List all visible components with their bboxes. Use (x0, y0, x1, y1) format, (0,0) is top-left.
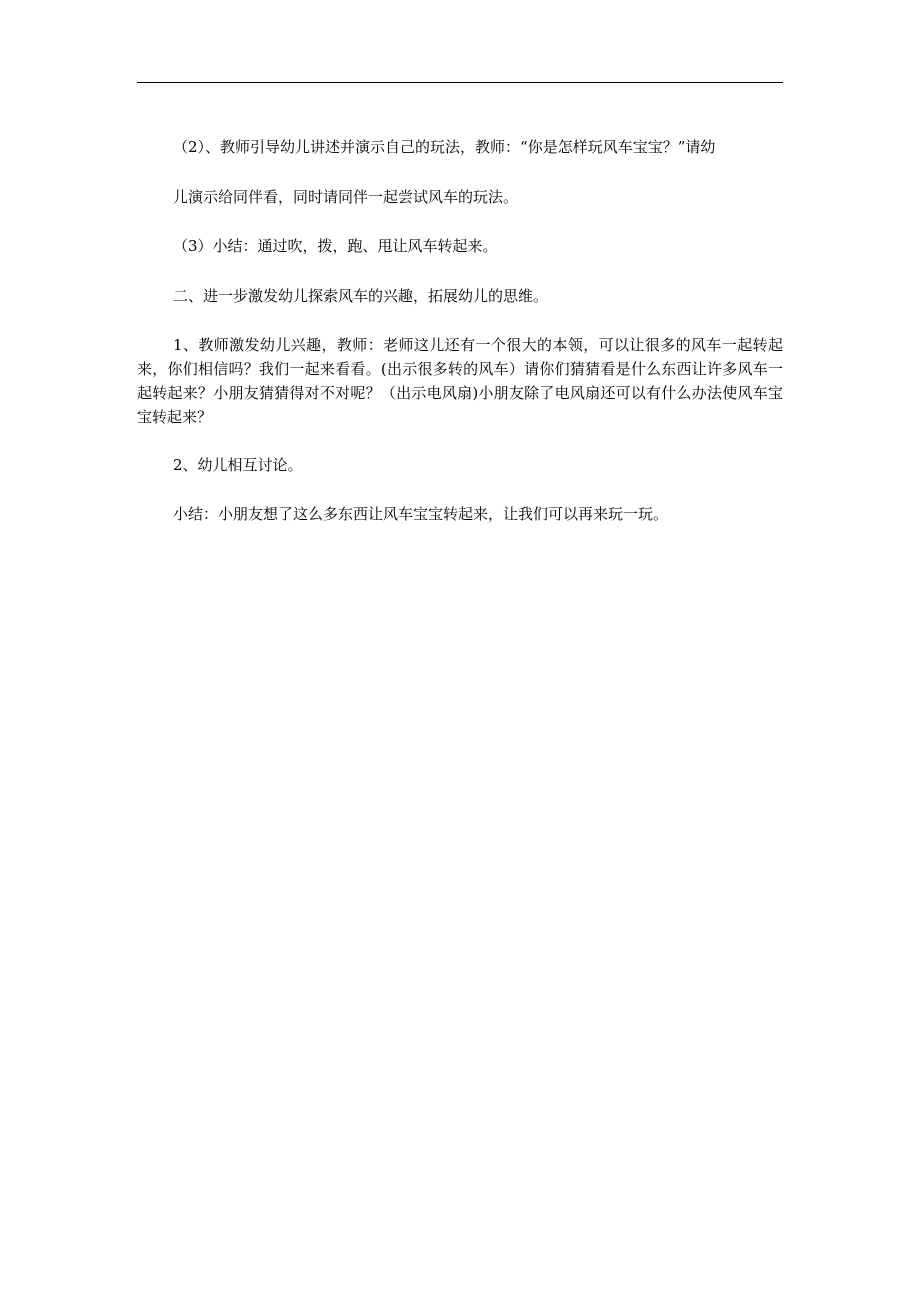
paragraph-step-3-summary: （3）小结：通过吹，拨，跑、甩让风车转起来。 (173, 237, 498, 255)
paragraph-final-summary: 小结：小朋友想了这么多东西让风车宝宝转起来，让我们可以再来玩一玩。 (173, 505, 669, 523)
paragraph-step-2-continued: 儿演示给同伴看，同时请同伴一起尝试风车的玩法。 (173, 188, 519, 206)
paragraph-step-2: （2）、教师引导幼儿讲述并演示自己的玩法，教师：“你是怎样玩风车宝宝？”请幼 (173, 138, 716, 156)
header-rule (137, 82, 783, 83)
paragraph-item-1: 1、教师激发幼儿兴趣，教师：老师这儿还有一个很大的本领，可以让很多的风车一起转起来，你们相信吗？我们一起来看看。(出示很多转的风车）请你们猜猜看是什么东西让许多风车一起转起来？小朋友猜猜得对不对呢？（出示电风扇)小朋友除了电风扇还可以有什么办法使风车宝宝转起来？ (137, 336, 783, 426)
paragraph-item-2: 2、幼儿相互讨论。 (173, 456, 303, 474)
section-heading-2: 二、进一步激发幼儿探索风车的兴趣，拓展幼儿的思维。 (173, 287, 549, 305)
